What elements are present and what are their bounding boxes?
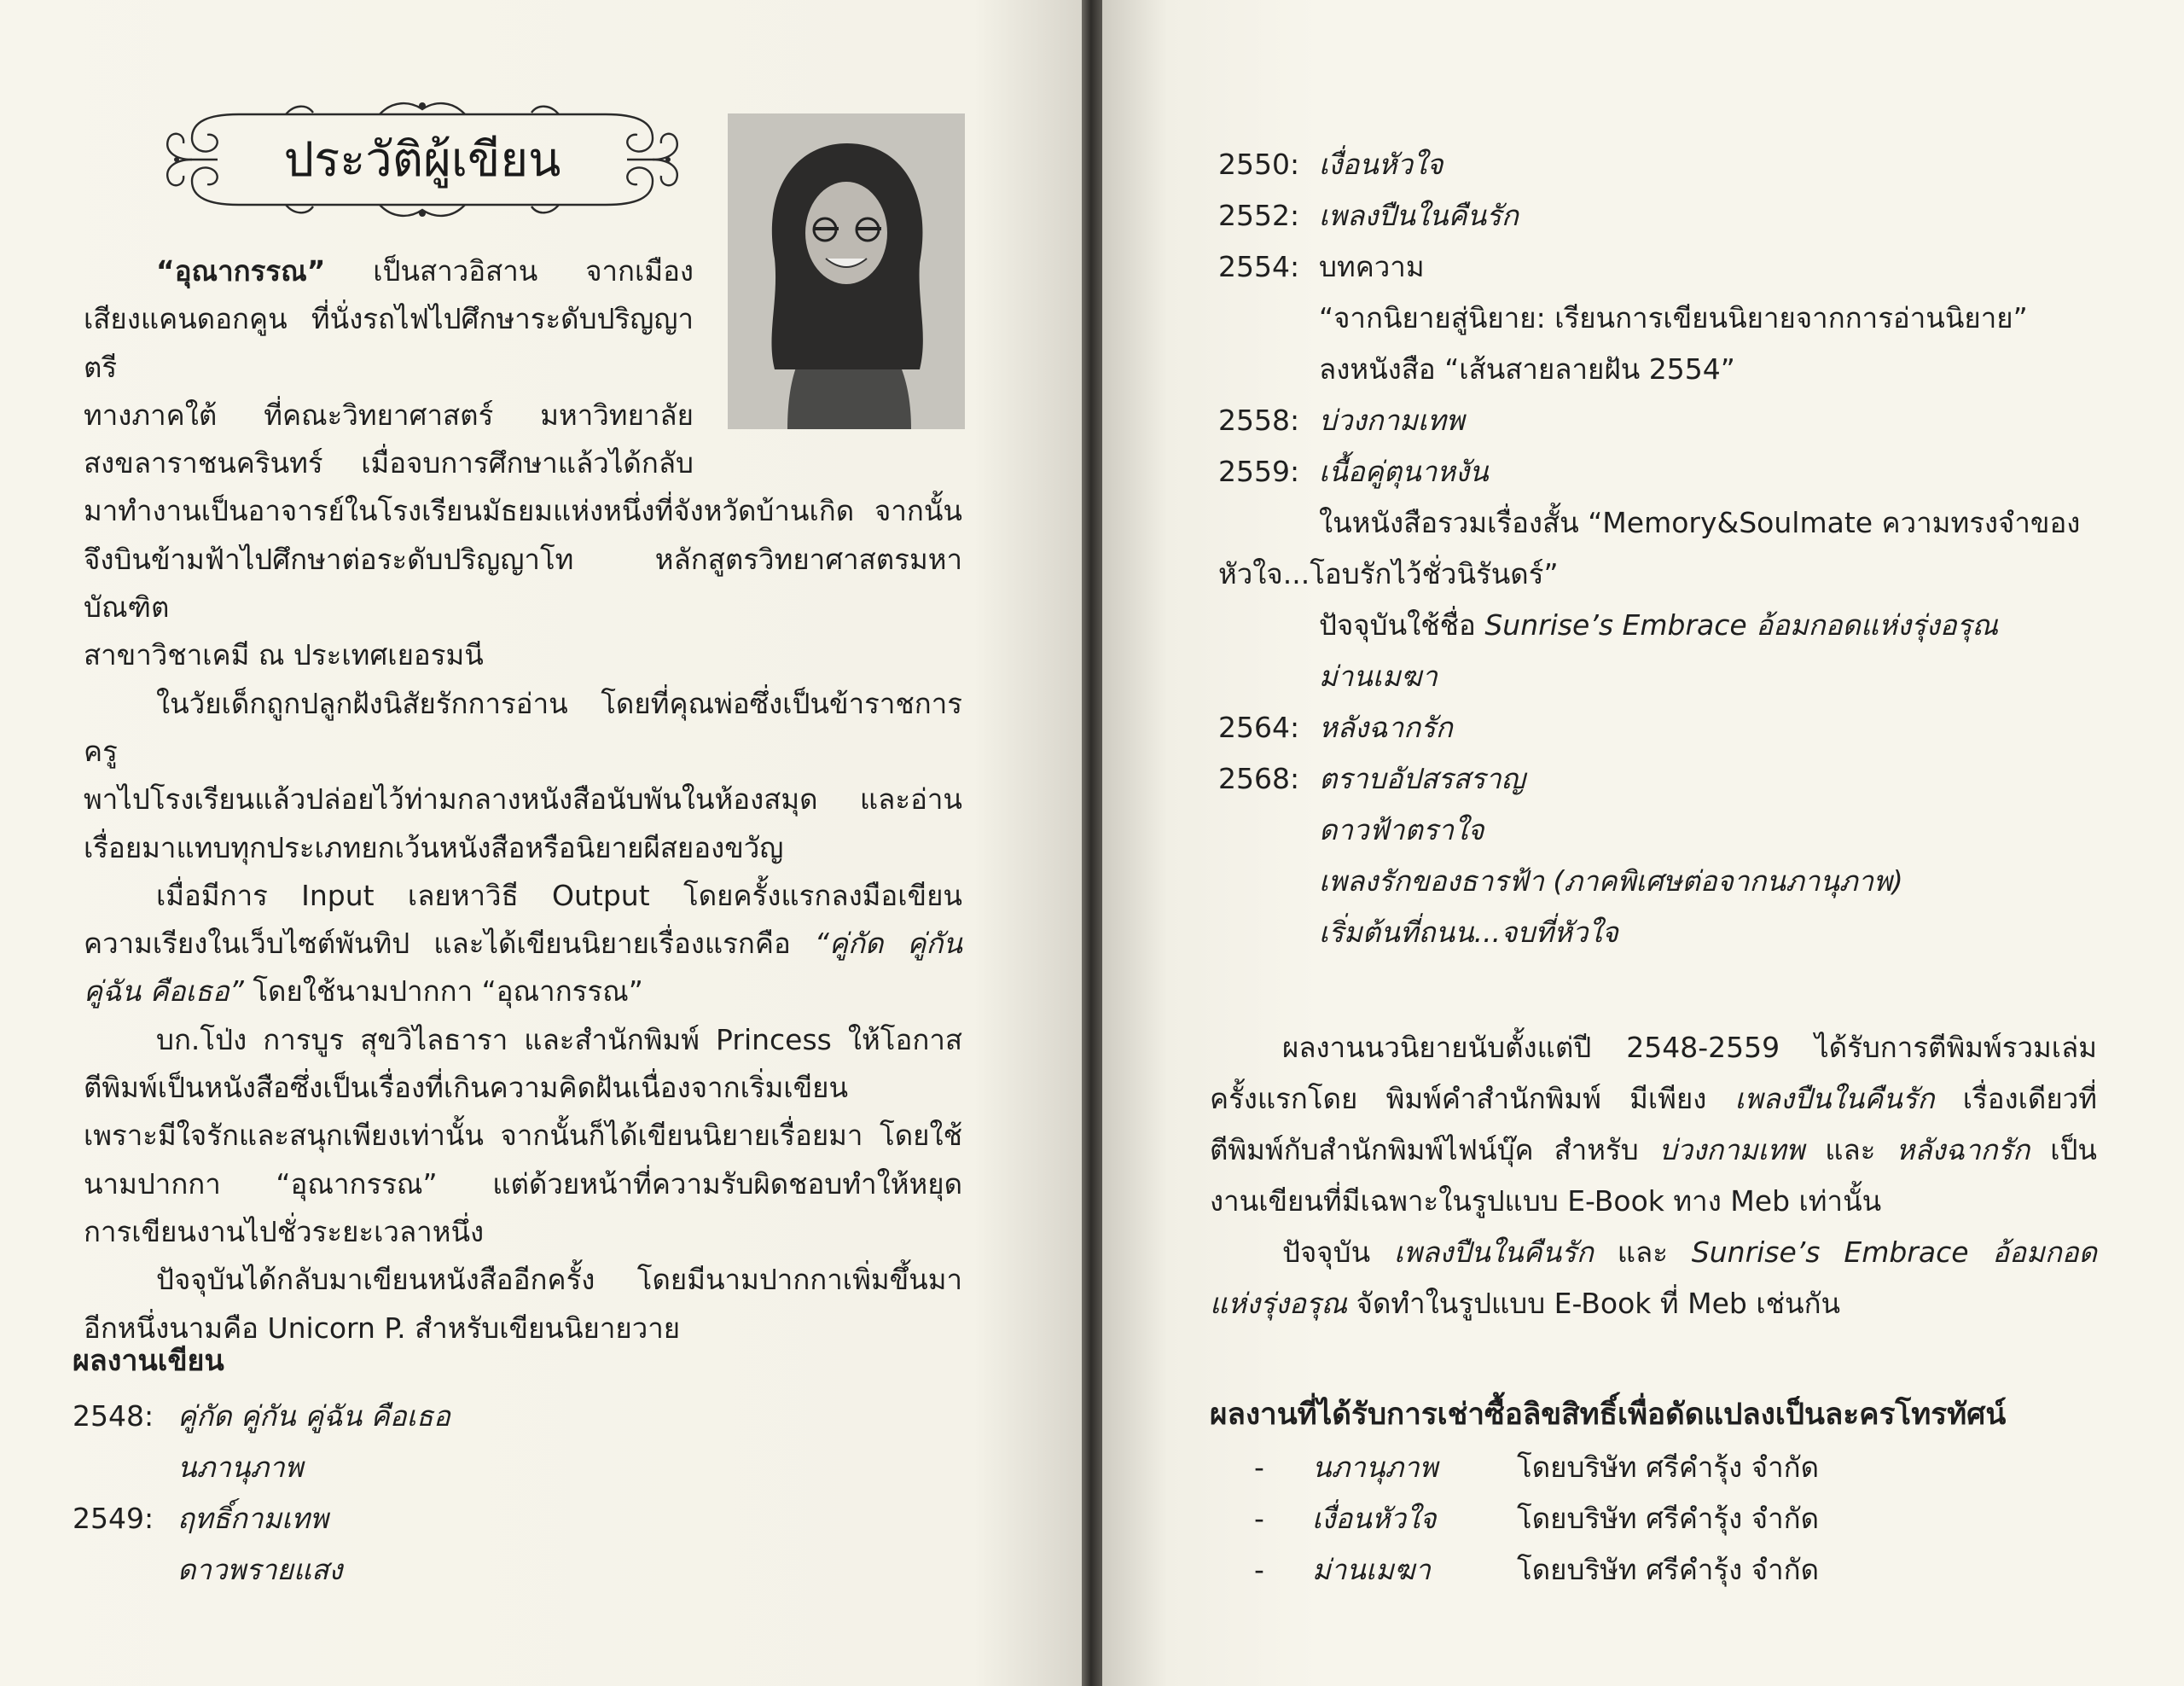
tv-title: เงื่อนหัวใจ [1312,1502,1437,1535]
work-year: 2558: [1218,404,1300,437]
work-title: ในหนังสือรวมเรื่องสั้น “Memory&Soulmate ความทรงจำของ [1319,506,2081,539]
tv-title: นภานุภาพ [1312,1451,1438,1484]
bio-line: สาขาวิชาเคมี ณ ประเทศเยอรมนี [84,638,484,672]
work-title: ตราบอัปสรสราญ [1319,762,1525,795]
work-title: ลงหนังสือ “เส้นสายลายฝัน 2554” [1319,352,1735,386]
novel-title: บ่วงกามเทพ [1658,1133,1805,1166]
work-item [1218,856,2106,907]
tv-adaptations-heading: ผลงานที่ได้รับการเช่าซื้อลิขสิทธิ์เพื่อดัดแปลงเป็นละครโทรทัศน์ [1210,1398,2007,1432]
page-title: ประวัติผู้เขียน [283,132,561,188]
work-title: หัวใจ...โอบรักไว้ชั่วนิรันดร์” [1218,557,1559,590]
work-title: “จากนิยายสู่นิยาย: เรียนการเขียนนิยายจากการอ่านนิยาย” [1319,301,2028,334]
work-title: เงื่อนหัวใจ [1319,148,1443,181]
bio-line: อีกหนึ่งนามคือ Unicorn P. สำหรับเขียนนิยายวาย [84,1311,681,1345]
work-item [1218,446,2106,497]
works-heading: ผลงานเขียน [73,1344,224,1378]
work-year: 2559: [1218,455,1300,488]
novel-title: Sunrise’s Embrace อ้อมกอด [1691,1235,2097,1269]
bio-line: เสียงแคนดอกคูน ที่นั่งรถไฟไปศึกษาระดับปริญญาตรี [84,302,694,384]
book-gutter [1082,0,1102,1686]
note-line: แห่งรุ่งอรุณ จัดทำในรูปแบบ E-Book ที่ Meb เช่นกัน [1210,1287,1841,1320]
work-item [1218,651,2106,702]
work-year: 2552: [1218,199,1300,232]
work-title: ฤทธิ์กามเทพ [177,1502,328,1535]
title-ornament-frame [158,96,687,224]
tv-company: โดยบริษัท ศรีคำรุ้ง จำกัด [1517,1553,1820,1586]
work-item [1218,293,2106,344]
work-item [1218,907,2106,958]
novel-title: เพลงปืนในคืนรัก [1393,1235,1594,1269]
tv-company: โดยบริษัท ศรีคำรุ้ง จำกัด [1517,1502,1820,1535]
bio-line: สงขลาราชนครินทร์ เมื่อจบการศึกษาแล้วได้กลับ [84,446,694,480]
work-title: ม่านเมฆา [1319,660,1438,693]
note-line: ตีพิมพ์กับสำนักพิมพ์ไฟน์บุ๊ค สำหรับ บ่วงกามเทพ และ หลังฉากรัก เป็น [1210,1133,2097,1166]
left-page [0,0,1082,1686]
author-name: “อุณากรรณ” [156,254,326,288]
author-biography [84,247,962,1352]
bio-line: ทางภาคใต้ ที่คณะวิทยาศาสตร์ มหาวิทยาลัย [84,398,694,432]
novel-title: “คู่กัด คู่กัน [814,927,962,961]
works-list-continued [1218,139,2106,958]
note-line: งานเขียนที่มีเฉพาะในรูปแบบ E-Book ทาง Meb เท่านั้น [1210,1184,1882,1218]
work-title: ดาวพรายแสง [177,1553,343,1586]
work-title: ปัจจุบันใช้ชื่อ [1319,608,1485,642]
work-item [1218,702,2106,753]
bio-line: เพราะมีใจรักและสนุกเพียงเท่านั้น จากนั้นก็ได้เขียนนิยายเรื่อยมา โดยใช้ [84,1119,962,1153]
work-year: 2549: [73,1502,154,1535]
work-title: เพลงปืนในคืนรัก [1319,199,1519,232]
work-item [1218,497,2106,549]
work-year: 2554: [1218,250,1300,283]
bio-line: ในวัยเด็กถูกปลูกฝังนิสัยรักการอ่าน โดยที่คุณพ่อซึ่งเป็นข้าราชการครู [84,686,962,768]
work-item [1218,344,2106,395]
work-title: บทความ [1319,250,1425,283]
work-title: เริ่มต้นที่ถนน...จบที่หัวใจ [1319,916,1618,949]
tv-company: โดยบริษัท ศรีคำรุ้ง จำกัด [1517,1451,1820,1484]
bio-line: คู่ฉัน คือเธอ” โดยใช้นามปากกา “อุณากรรณ” [84,974,643,1009]
work-year: 2550: [1218,148,1300,181]
work-title: นภานุภาพ [177,1451,304,1484]
work-title: บ่วงกามเทพ [1319,404,1465,437]
work-item [1218,600,2106,651]
novel-title: เพลงปืนในคืนรัก [1734,1082,1935,1115]
publication-notes [1210,1022,2097,1329]
work-title: Sunrise’s Embrace อ้อมกอดแห่งรุ่งอรุณ [1484,608,1998,642]
work-year: 2568: [1218,762,1300,795]
bullet-dash: - [1254,1451,1264,1484]
work-item [1218,241,2106,293]
bio-line: มาทำงานเป็นอาจารย์ในโรงเรียนมัธยมแห่งหนึ่งที่จังหวัดบ้านเกิด จากนั้น [84,494,962,528]
tv-title: ม่านเมฆา [1312,1553,1431,1586]
bio-line: นามปากกา “อุณากรรณ” แต่ด้วยหน้าที่ความรับผิดชอบทำให้หยุด [84,1166,962,1201]
work-item [1218,139,2106,190]
work-item [1218,753,2106,805]
note-line: ผลงานนวนิยายนับตั้งแต่ปี 2548-2559 ได้รับการตีพิมพ์รวมเล่ม [1282,1031,2097,1064]
bio-line: ตีพิมพ์เป็นหนังสือซึ่งเป็นเรื่องที่เกินความคิดฝันเนื่องจากเริ่มเขียน [84,1071,849,1105]
work-title: เพลงรักของธารฟ้า (ภาคพิเศษต่อจากนภานุภาพ) [1319,864,1903,898]
work-item [1218,395,2106,446]
bio-line: ความเรียงในเว็บไซต์พันทิป และได้เขียนนิยายเรื่องแรกคือ “คู่กัด คู่กัน [84,927,962,961]
work-title: ดาวฟ้าตราใจ [1319,813,1484,846]
novel-title: แห่งรุ่งอรุณ [1210,1287,1348,1320]
bio-line: ปัจจุบันได้กลับมาเขียนหนังสืออีกครั้ง โดยมีนามปากกาเพิ่มขึ้นมา [156,1263,962,1297]
bullet-dash: - [1254,1553,1264,1586]
note-line: ปัจจุบัน เพลงปืนในคืนรัก และ Sunrise’s Embrace อ้อมกอด [1282,1235,2097,1269]
work-year: 2548: [73,1399,154,1433]
bio-line: เมื่อมีการ Input เลยหาวิธี Output โดยครั้งแรกลงมือเขียน [156,878,962,912]
novel-title: คู่ฉัน คือเธอ” [84,974,244,1009]
note-line: ครั้งแรกโดย พิมพ์คำสำนักพิมพ์ มีเพียง เพลงปืนในคืนรัก เรื่องเดียวที่ [1210,1082,2097,1115]
bio-line: การเขียนงานไปชั่วระยะเวลาหนึ่ง [84,1214,485,1248]
work-item [1218,805,2106,856]
work-title: คู่กัด คู่กัน คู่ฉัน คือเธอ [177,1399,450,1433]
work-year: 2564: [1218,711,1300,744]
bio-line: พาไปโรงเรียนแล้วปล่อยไว้ท่ามกลางหนังสือนับพันในห้องสมุด และอ่าน [84,782,962,817]
work-item [1218,190,2106,241]
novel-title: หลังฉากรัก [1896,1133,2030,1166]
bullet-dash: - [1254,1502,1264,1535]
work-item [1218,549,2106,600]
bio-line: เรื่อยมาแทบทุกประเภทยกเว้นหนังสือหรือนิยายผีสยองขวัญ [84,830,784,864]
work-title: เนื้อคู่ตุนาหงัน [1319,455,1489,488]
bio-line: บก.โป่ง การบูร สุขวิไลธารา และสำนักพิมพ์ Princess ให้โอกาส [156,1022,962,1056]
bio-line: “อุณากรรณ” เป็นสาวอิสาน จากเมือง [156,254,694,288]
work-title: หลังฉากรัก [1319,711,1453,744]
bio-line: จึงบินข้ามฟ้าไปศึกษาต่อระดับปริญญาโท หลักสูตรวิทยาศาสตรมหาบัณฑิต [84,542,962,625]
